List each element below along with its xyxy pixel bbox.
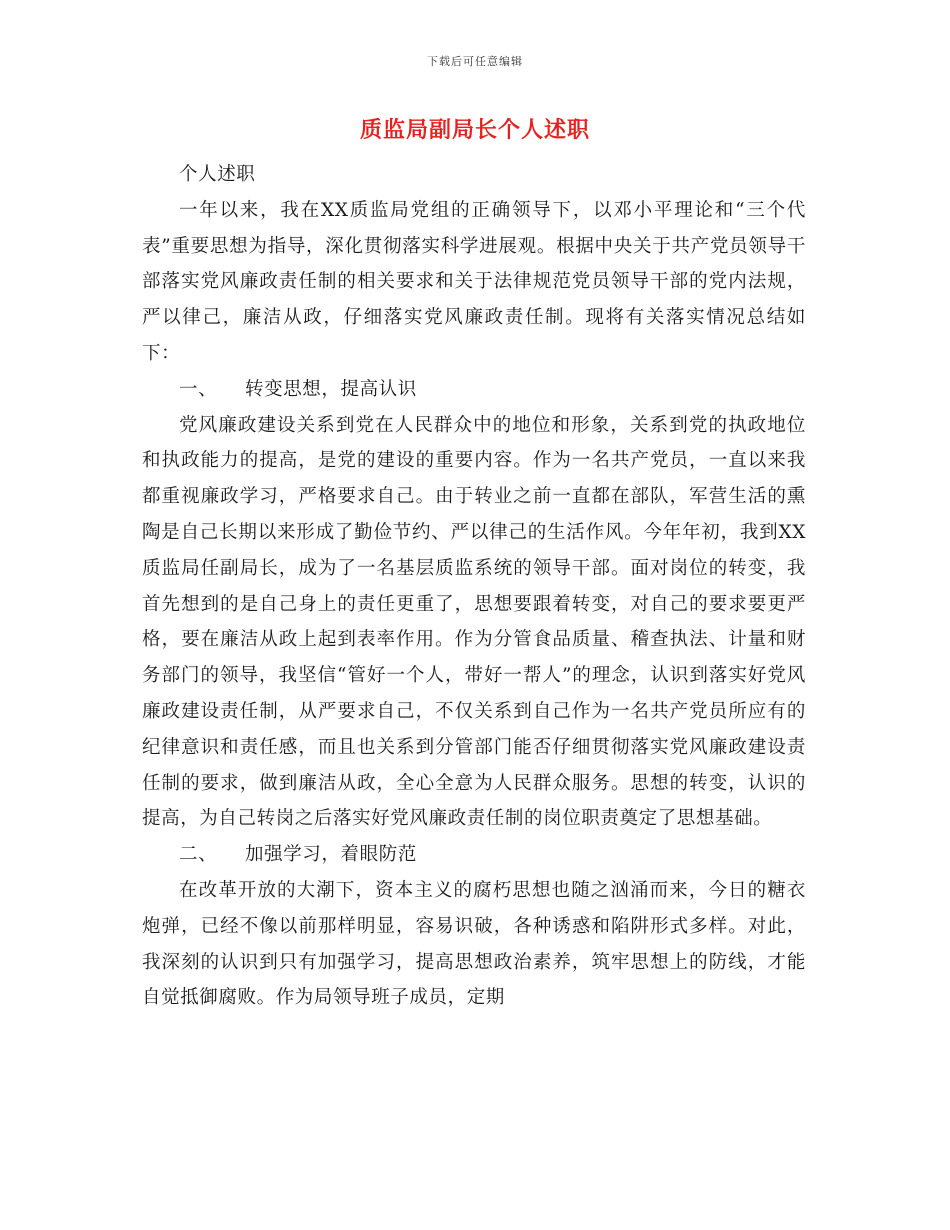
section-number-2: 二、 xyxy=(179,844,218,866)
section-1-paragraph: 党风廉政建设关系到党在人民群众中的地位和形象，关系到党的执政地位和执政能力的提高，是党的建设的重要内容。作为一名共产党员，一直以来我都重视廉政学习，严格要求自己。由于转业之前一直都在部队，军营生活的熏陶是自己长期以来形成了勤俭节约、严以律己的生活作风。今年年初，我到XX质监局任副局长，成为了一名基层质监系统的领导干部。面对岗位的转变，我首先想到的是自己身上的责任更重了，思想要跟着转变，对自己的要求要更严格，要在廉洁从政上起到表率作用。作为分管食品质量、稽查执法、计量和财务部门的领导，我坚信“管好一个人，带好一帮人”的理念，认识到落实好党风廉政建设责任制，从严要求自己，不仅关系到自己作为一名共产党员所应有的纪律意识和责任感，而且也关系到分管部门能否仔细贯彻落实党风廉政建设责任制的要求，做到廉洁从政，全心全意为人民群众服务。思想的转变，认识的提高，为自己转岗之后落实好党风廉政责任制的岗位职责奠定了思想基础。 xyxy=(142,414,806,830)
document-title: 质监局副局长个人述职 xyxy=(359,117,590,143)
document-body xyxy=(142,157,806,1016)
section-title-1: 转变思想，提高认识 xyxy=(245,378,417,400)
page-header-note: 下载后可任意编辑 xyxy=(427,55,523,68)
section-2-paragraph: 在改革开放的大潮下，资本主义的腐朽思想也随之汹涌而来，今日的糖衣炮弹，已经不像以前那样明显，容易识破，各种诱惑和陷阱形式多样。对此，我深刻的认识到只有加强学习，提高思想政治素养，筑牢思想上的防线，才能自觉抵御腐败。作为局领导班子成员，定期 xyxy=(142,879,806,1009)
document-subtitle: 个人述职 xyxy=(179,164,256,185)
section-heading-1 xyxy=(142,372,806,408)
section-heading-2 xyxy=(142,837,806,873)
section-title-2: 加强学习，着眼防范 xyxy=(245,844,417,866)
section-number-1: 一、 xyxy=(179,378,218,400)
intro-paragraph: 一年以来，我在XX质监局党组的正确领导下，以邓小平理论和“三个代表”重要思想为指导，深化贯彻落实科学进展观。根据中央关于共产党员领导干部落实党风廉政责任制的相关要求和关于法律规范党员领导干部的党内法规，严以律己，廉洁从政，仔细落实党风廉政责任制。现将有关落实情况总结如下： xyxy=(142,199,806,364)
